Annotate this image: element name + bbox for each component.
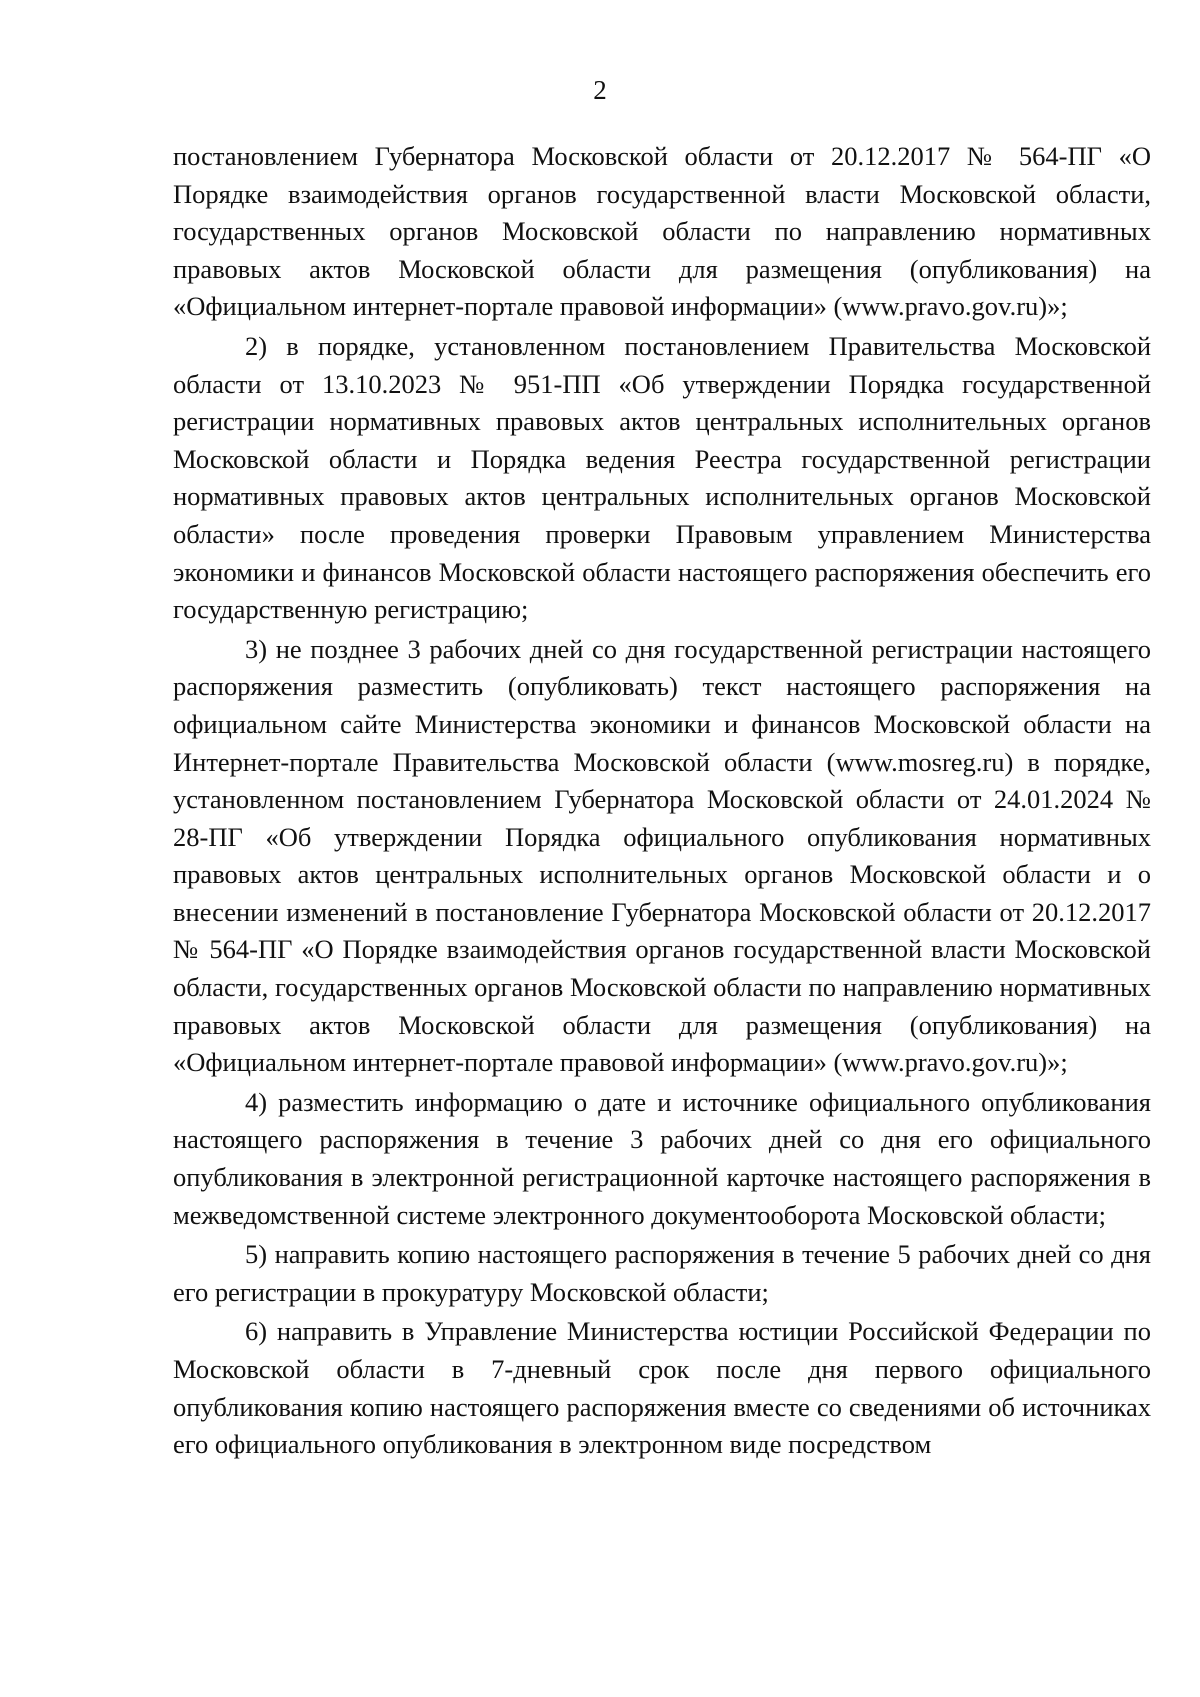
paragraph-item-6: 6) направить в Управление Министерства юстиции Российской Федерации по Московской области в 7-дневный срок после дня первого официального опубликования копию настоящего распоряжения вместе со сведениями об источниках его официального опубликования в электронном виде посредством <box>173 1316 1151 1460</box>
page-number: 2 <box>593 75 607 105</box>
paragraph-item-5: 5) направить копию настоящего распоряжения в течение 5 рабочих дней со дня его регистрации в прокуратуру Московской области; <box>173 1239 1151 1307</box>
paragraph-item-4: 4) разместить информацию о дате и источнике официального опубликования настоящего распоряжения в течение 3 рабочих дней со дня его официального опубликования в электронной регистрационной карточке настоящего распоряжения в межведомственной системе электронного документооборота Московской области; <box>173 1086 1151 1230</box>
document-body <box>173 138 1151 1464</box>
paragraph-item-3: 3) не позднее 3 рабочих дней со дня государственной регистрации настоящего распоряжения разместить (опубликовать) текст настоящего распоряжения на официальном сайте Министерства экономики и финансов Московской области на Интернет-портале Правительства Московской области (www.mosreg.ru) в порядке, установленном постановлением Губернатора Московской области от 24.01.2024 № 28-ПГ «Об утверждении Порядка официального опубликования нормативных правовых актов центральных исполнительных органов Московской области и о внесении изменений в постановление Губернатора Московской области от 20.12.2017 № 564-ПГ «О Порядке взаимодействия органов государственной власти Московской области, государственных органов Московской области по направлению нормативных правовых актов Московской области для размещения (опубликования) на «Официальном интернет-портале правовой информации» (www.pravo.gov.ru)»; <box>173 633 1151 1078</box>
paragraph-item-2: 2) в порядке, установленном постановлением Правительства Московской области от 13.10.2023 № 951-ПП «Об утверждении Порядка государственной регистрации нормативных правовых актов центральных исполнительных органов Московской области и Порядка ведения Реестра государственной регистрации нормативных правовых актов центральных исполнительных органов Московской области» после проведения проверки Правовым управлением Министерства экономики и финансов Московской области настоящего распоряжения обеспечить его государственную регистрацию; <box>173 330 1151 625</box>
paragraph-continuation: постановлением Губернатора Московской области от 20.12.2017 № 564-ПГ «О Порядке взаимодействия органов государственной власти Московской области, государственных органов Московской области по направлению нормативных правовых актов Московской области для размещения (опубликования) на «Официальном интернет-портале правовой информации» (www.pravo.gov.ru)»; <box>173 141 1151 322</box>
